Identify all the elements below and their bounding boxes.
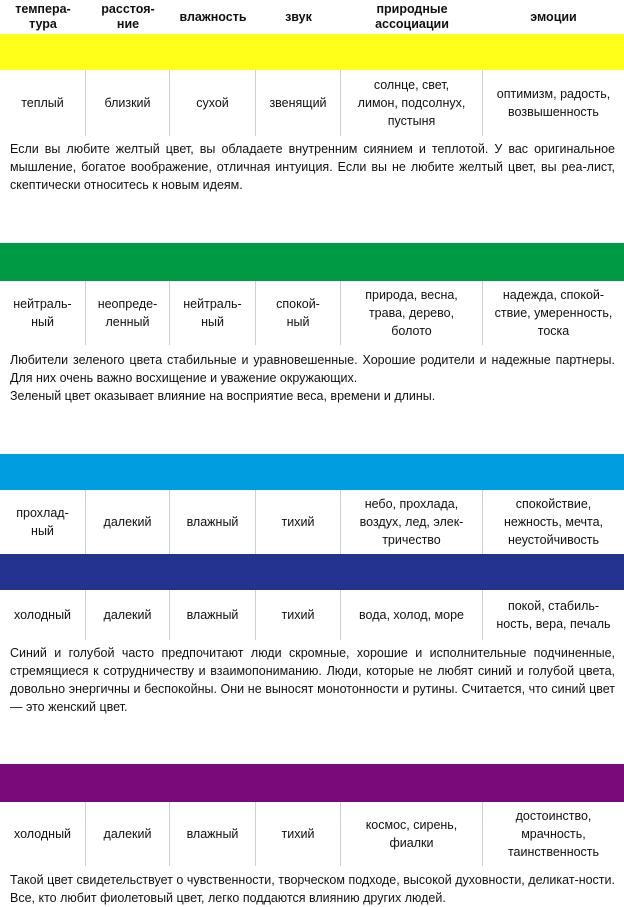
- color-band-dark-blue: [0, 554, 624, 590]
- header-natural-associations: природные ассоциации: [375, 2, 449, 31]
- cell-distance: неопреде- ленный: [86, 281, 170, 345]
- cell-temperature: холодный: [0, 802, 86, 866]
- cell-temperature: холодный: [0, 590, 86, 640]
- color-band-green: [0, 243, 624, 281]
- cell-sound: тихий: [256, 802, 341, 866]
- cell-distance: близкий: [86, 70, 170, 136]
- color-band-purple: [0, 764, 624, 802]
- cell-humidity: сухой: [170, 70, 256, 136]
- description-yellow: [10, 140, 615, 194]
- cell-sound: тихий: [256, 490, 341, 554]
- paragraph: Зеленый цвет оказывает влияние на восприятие веса, времени и длины.: [10, 389, 436, 403]
- table-row-purple: [0, 802, 624, 866]
- cell-emotions: надежда, спокой- ствие, умеренность, тоска: [494, 288, 613, 338]
- cell-distance: далекий: [86, 490, 170, 554]
- cell-emotions: достоинство, мрачность, таинственность: [507, 809, 600, 859]
- cell-distance: далекий: [86, 590, 170, 640]
- cell-sound: спокой- ный: [256, 281, 341, 345]
- cell-sound: звенящий: [256, 70, 341, 136]
- cell-natural-associations: природа, весна, трава, дерево, болото: [341, 281, 483, 345]
- paragraph: Синий и голубой часто предпочитают люди скромные, хорошие и исполнительные подчиненные, стремящиеся к сотрудничеству и взаимопониманию. Люди, которые не любят синий и голубой цвета, довольно энергичны и беспокойны. Они не выносят монотонности и рутины. Считается, что синий цвет — это женский цвет.: [10, 646, 615, 714]
- cell-emotions: оптимизм, радость, возвышенность: [496, 87, 611, 119]
- paragraph: Если вы любите желтый цвет, вы обладаете внутренним сиянием и теплотой. У вас оригинальное мышление, богатое воображение, отличная интуиция. Если вы не любите желтый цвет, вы реа-лист, скептически относитесь к новым идеям.: [10, 142, 615, 192]
- cell-humidity: влажный: [170, 590, 256, 640]
- cell-natural-associations: солнце, свет, лимон, подсолнух, пустыня: [341, 70, 483, 136]
- table-row-dark-blue: [0, 590, 624, 640]
- cell-temperature: теплый: [0, 70, 86, 136]
- table-row-green: [0, 281, 624, 345]
- header-sound: звук: [285, 9, 312, 24]
- cell-temperature: прохлад- ный: [0, 490, 86, 554]
- header-emotions: эмоции: [530, 9, 577, 24]
- cell-natural-associations: космос, сирень, фиалки: [341, 802, 483, 866]
- cell-natural-associations: вода, холод, море: [341, 590, 483, 640]
- cell-natural-associations: небо, прохлада, воздух, лед, элек- тричество: [341, 490, 483, 554]
- header-distance: расстоя- ние: [101, 2, 155, 31]
- cell-humidity: нейтраль- ный: [170, 281, 256, 345]
- table-row-light-blue: [0, 490, 624, 554]
- cell-humidity: влажный: [170, 802, 256, 866]
- cell-emotions: спокойствие, нежность, мечта, неустойчивость: [503, 497, 604, 547]
- description-blue: [10, 644, 615, 716]
- cell-emotions: покой, стабиль- ность, вера, печаль: [496, 599, 611, 631]
- table-row-yellow: [0, 70, 624, 136]
- cell-humidity: влажный: [170, 490, 256, 554]
- description-purple: [10, 871, 615, 907]
- table-header: [0, 0, 624, 34]
- header-temperature: темпера- тура: [15, 2, 71, 31]
- color-band-yellow: [0, 34, 624, 70]
- cell-distance: далекий: [86, 802, 170, 866]
- cell-temperature: нейтраль- ный: [0, 281, 86, 345]
- header-humidity: влажность: [179, 9, 247, 24]
- paragraph: Любители зеленого цвета стабильные и уравновешенные. Хорошие родители и надежные партнеры. Для них очень важно восхищение и уважение окружающих.: [10, 353, 615, 385]
- description-green: [10, 351, 615, 405]
- paragraph: Такой цвет свидетельствует о чувственности, творческом подходе, высокой духовности, деликат-ности. Все, кто любит фиолетовый цвет, легко поддаются влиянию других людей.: [10, 873, 615, 905]
- color-band-light-blue: [0, 454, 624, 490]
- cell-sound: тихий: [256, 590, 341, 640]
